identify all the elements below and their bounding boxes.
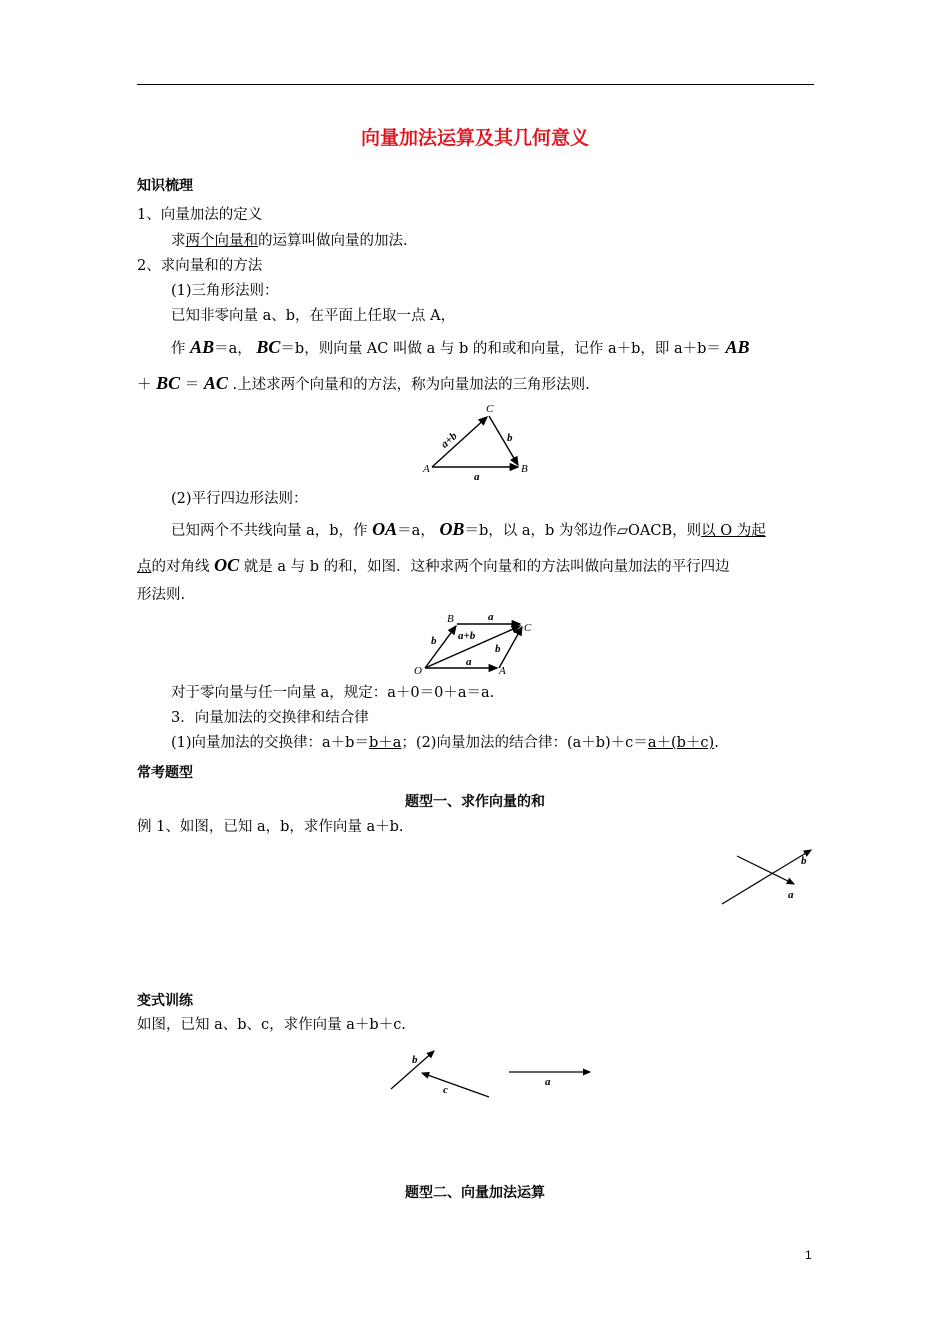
vector-OA: OA (372, 519, 398, 539)
label-a-bottom: a (466, 656, 472, 668)
item3-title: 3．向量加法的交换律和结合律 (171, 710, 369, 726)
type1-title: 题型一、求作向量的和 (405, 794, 545, 810)
rule1-line3: ＋ BC ＝ AC .上述求两个向量和的方法，称为向量加法的三角形法则. (137, 373, 590, 393)
vector-BC: BC (256, 337, 281, 357)
rule2-title: (2)平行四边形法则： (171, 491, 308, 507)
rule1-line2: 作 AB＝a， BC＝b，则向量 AC 叫做 a 与 b 的和或和向量，记作 a＋b，即 a＋b＝ AB (171, 337, 750, 357)
label-a: a (474, 471, 480, 483)
type2-title: 题型二、向量加法运算 (405, 1185, 545, 1201)
rule2-line2: 点的对角线 OC 就是 a 与 b 的和，如图．这种求两个向量和的方法叫做向量加法的平行四边 (137, 555, 730, 575)
label-a-top: a (488, 611, 494, 623)
example1-text: 例 1、如图，已知 a，b，求作向量 a＋b. (137, 819, 404, 835)
item2-title: 2、求向量和的方法 (137, 258, 263, 274)
label-b-right: b (495, 643, 501, 655)
var-label-c: c (443, 1084, 448, 1096)
label-b: b (507, 432, 513, 444)
page-number: 1 (805, 1248, 812, 1262)
vector-AB-2: AB (725, 337, 750, 357)
label-a-plus-b: a+b (458, 630, 476, 642)
rule1-line1: 已知非零向量 a、b，在平面上任取一点 A， (171, 308, 456, 324)
ex1-vector-b (722, 850, 811, 904)
label-point-A: A (499, 665, 506, 677)
label-b-left: b (431, 635, 437, 647)
ex1-label-a: a (788, 889, 794, 901)
triangle-rule-figure (420, 400, 535, 485)
vector-BC-2: BC (156, 373, 181, 393)
underlined-term: 两个向量和 (185, 233, 258, 249)
rule1-title: (1)三角形法则： (171, 283, 279, 299)
vector-OC: OC (214, 555, 240, 575)
zero-vector-text: 对于零向量与任一向量 a，规定：a＋0＝0＋a＝a. (171, 685, 495, 701)
item3-text: (1)向量加法的交换律：a＋b＝b＋a；(2)向量加法的结合律：(a＋b)＋c＝a＋(b＋c). (171, 735, 719, 751)
example1-figure (715, 842, 815, 910)
vector-OB: OB (439, 519, 465, 539)
header-rule (137, 84, 814, 85)
rule2-line3: 形法则. (137, 587, 186, 603)
vector-AB: AB (190, 337, 215, 357)
rule2-line1: 已知两个不共线向量 a，b，作 OA＝a， OB＝b，以 a，b 为邻边作▱OACB，则以 O 为起 (171, 519, 766, 539)
section-heading-knowledge: 知识梳理 (137, 178, 193, 194)
label-point-O: O (414, 665, 422, 677)
vector-AC: AC (203, 373, 228, 393)
var-label-b: b (412, 1054, 418, 1066)
label-point-B: B (447, 613, 454, 625)
label-a-plus-b: a+b (438, 430, 460, 451)
page-title: 向量加法运算及其几何意义 (360, 127, 589, 149)
section-heading-variant: 变式训练 (137, 993, 193, 1009)
ex1-vector-a (737, 856, 794, 884)
variant-figure (385, 1045, 595, 1103)
section-heading-common: 常考题型 (137, 765, 193, 781)
item1-title: 1、向量加法的定义 (137, 207, 263, 223)
ex1-label-b: b (801, 855, 807, 867)
label-point-C: C (524, 622, 532, 634)
parallelogram-rule-figure (410, 608, 540, 680)
label-point-A: A (423, 463, 430, 475)
var-label-a: a (545, 1076, 551, 1088)
triangle-vector-b (489, 416, 518, 465)
label-point-C: C (486, 403, 494, 415)
var-vector-c (422, 1073, 489, 1097)
variant-text: 如图，已知 a、b、c，求作向量 a＋b＋c. (137, 1017, 406, 1033)
item1-text: 求两个向量和的运算叫做向量的加法. (171, 233, 408, 249)
label-point-B: B (521, 463, 528, 475)
